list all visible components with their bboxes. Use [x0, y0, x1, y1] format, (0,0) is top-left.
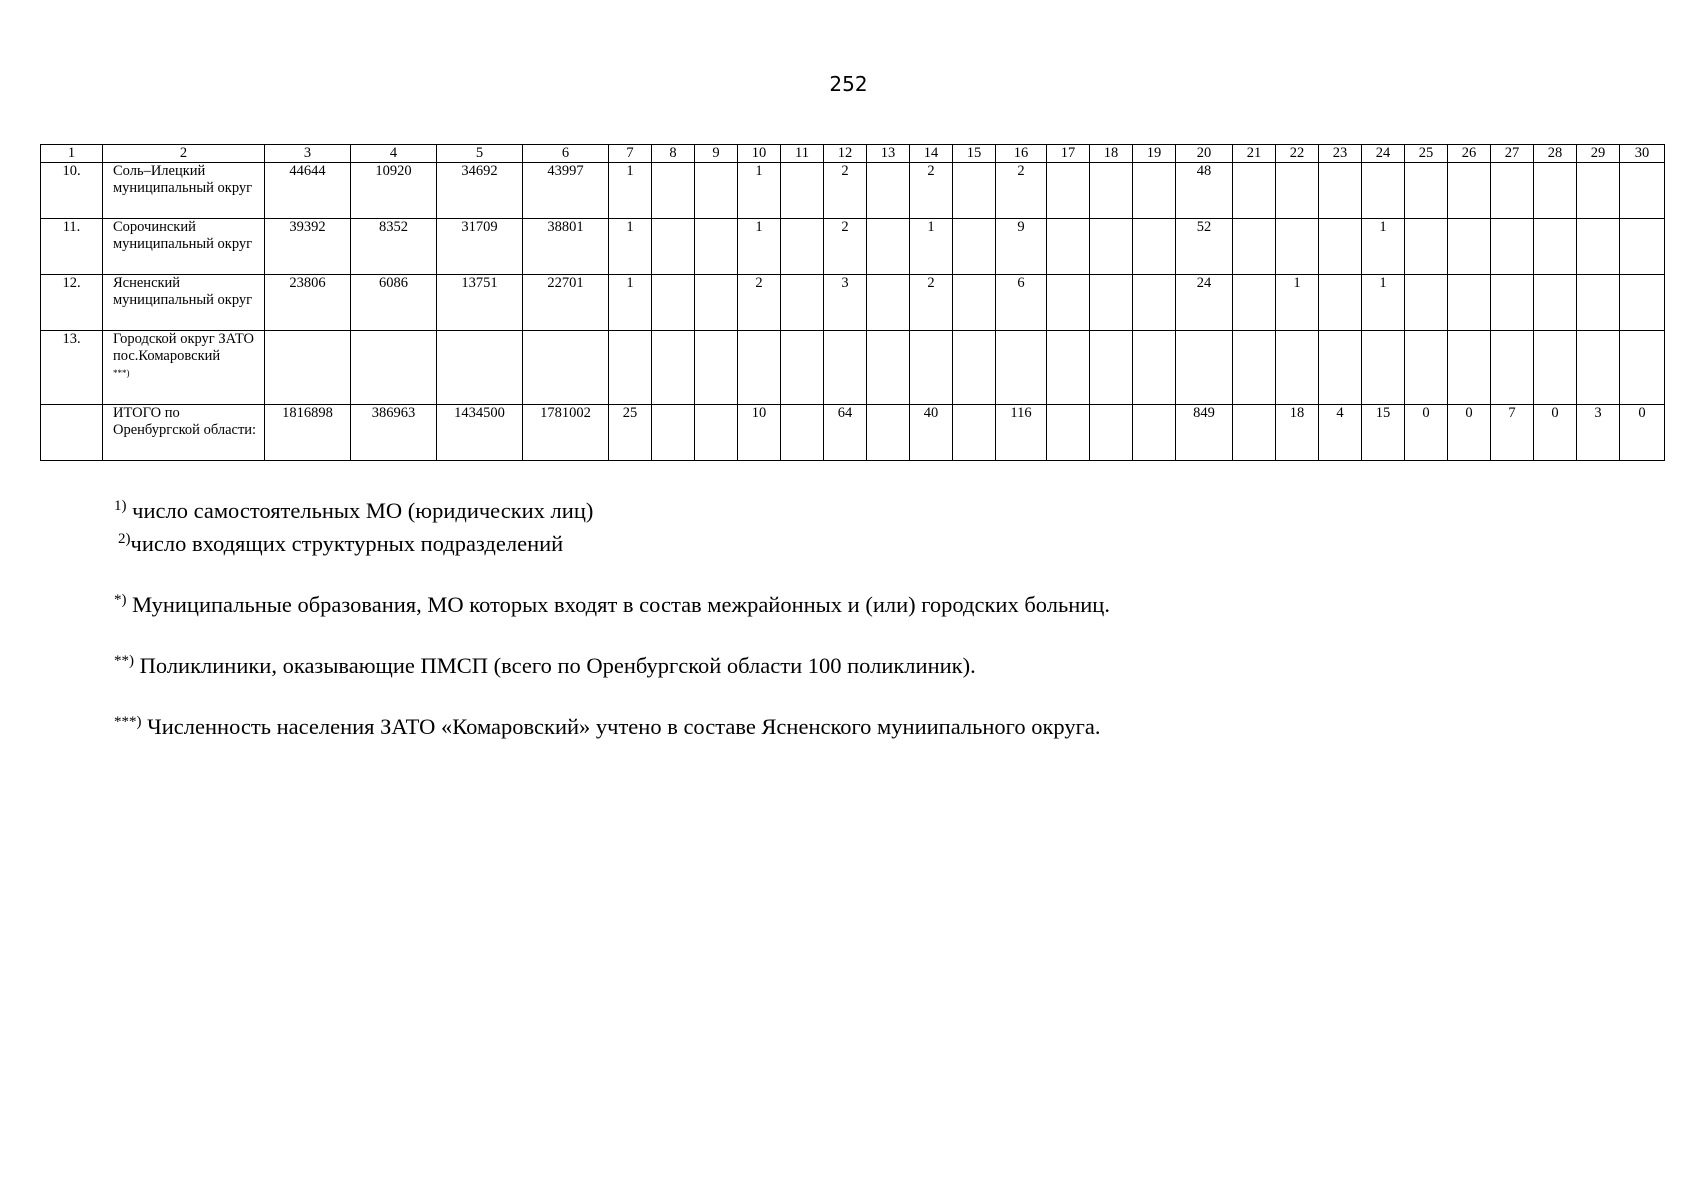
- table-cell: [1491, 163, 1534, 219]
- table-cell: [1534, 331, 1577, 405]
- footnote-mark: 1): [114, 498, 127, 514]
- table-cell: [1233, 275, 1276, 331]
- table-cell: [1405, 331, 1448, 405]
- table-cell: 13751: [437, 275, 523, 331]
- table-cell: 2: [738, 275, 781, 331]
- table-cell: 9: [996, 219, 1047, 275]
- footnote-text: Поликлиники, оказывающие ПМСП (всего по Оренбургской области 100 поликлиник).: [134, 653, 976, 678]
- table-cell: [437, 331, 523, 405]
- column-header: 20: [1176, 145, 1233, 163]
- column-header: 15: [953, 145, 996, 163]
- table-cell: [1405, 163, 1448, 219]
- table-cell: [1276, 331, 1319, 405]
- table-cell: [781, 331, 824, 405]
- column-header: 7: [609, 145, 652, 163]
- column-header: 17: [1047, 145, 1090, 163]
- municipality-name-cell: Ясненский муниципальный округ: [103, 275, 265, 331]
- table-cell: [1047, 331, 1090, 405]
- table-cell: [1405, 275, 1448, 331]
- table-cell: 1: [609, 219, 652, 275]
- table-cell: 39392: [265, 219, 351, 275]
- table-cell: [1133, 331, 1176, 405]
- table-cell: 48: [1176, 163, 1233, 219]
- table-cell: 1: [1362, 275, 1405, 331]
- footnote-mark: 2): [118, 531, 131, 547]
- table-cell: [1233, 405, 1276, 461]
- table-cell: [824, 331, 867, 405]
- table-cell: [1133, 219, 1176, 275]
- table-cell: [867, 331, 910, 405]
- table-cell: [781, 219, 824, 275]
- table-cell: [1577, 331, 1620, 405]
- data-table: [40, 144, 1665, 461]
- table-cell: [781, 163, 824, 219]
- table-cell: [1620, 163, 1665, 219]
- column-header: 28: [1534, 145, 1577, 163]
- table-cell: 52: [1176, 219, 1233, 275]
- footnote: [114, 647, 1110, 680]
- table-cell: 7: [1491, 405, 1534, 461]
- table-cell: [652, 163, 695, 219]
- table-cell: [1362, 331, 1405, 405]
- table-cell: [1448, 163, 1491, 219]
- column-header: 26: [1448, 145, 1491, 163]
- table-cell: [695, 405, 738, 461]
- table-cell: 10: [738, 405, 781, 461]
- footnote: [114, 708, 1110, 741]
- table-cell: [953, 219, 996, 275]
- header-row: [41, 145, 1665, 163]
- table-cell: 2: [910, 163, 953, 219]
- table-cell: 0: [1534, 405, 1577, 461]
- table-cell: [996, 331, 1047, 405]
- table-cell: [1491, 275, 1534, 331]
- municipality-name: Городской округ ЗАТО пос.Комаровский: [113, 331, 254, 364]
- footnote-text: число самостоятельных МО (юридических лиц): [126, 498, 594, 523]
- table-cell: 43997: [523, 163, 609, 219]
- table-cell: 6086: [351, 275, 437, 331]
- table-cell: [1491, 219, 1534, 275]
- table-cell: [1577, 163, 1620, 219]
- table-cell: [1090, 219, 1133, 275]
- table-cell: 1781002: [523, 405, 609, 461]
- table-cell: [953, 163, 996, 219]
- table-cell: [1448, 219, 1491, 275]
- municipality-name-cell: [103, 331, 265, 405]
- table-cell: [1448, 275, 1491, 331]
- table-cell: [652, 219, 695, 275]
- table-cell: [781, 275, 824, 331]
- table-cell: 1: [738, 219, 781, 275]
- column-header: 2: [103, 145, 265, 163]
- municipality-name-cell: Сорочинский муниципальный округ: [103, 219, 265, 275]
- table-cell: [867, 219, 910, 275]
- column-header: 1: [41, 145, 103, 163]
- table-cell: [1090, 405, 1133, 461]
- table-cell: [1090, 331, 1133, 405]
- table-cell: [695, 275, 738, 331]
- table-cell: 0: [1448, 405, 1491, 461]
- table-cell: 2: [910, 275, 953, 331]
- table-cell: 10920: [351, 163, 437, 219]
- municipality-name-cell: Соль–Илецкий муниципальный округ: [103, 163, 265, 219]
- table-cell: [1448, 331, 1491, 405]
- table-cell: [652, 331, 695, 405]
- table-cell: [1319, 219, 1362, 275]
- column-header: 5: [437, 145, 523, 163]
- table-cell: 1: [1362, 219, 1405, 275]
- table-cell: [1133, 275, 1176, 331]
- table-cell: [1233, 163, 1276, 219]
- column-header: 25: [1405, 145, 1448, 163]
- column-header: 8: [652, 145, 695, 163]
- column-header: 19: [1133, 145, 1176, 163]
- table-cell: 34692: [437, 163, 523, 219]
- table-cell: [652, 405, 695, 461]
- table-cell: [1362, 163, 1405, 219]
- column-header: 21: [1233, 145, 1276, 163]
- table-row: [41, 163, 1665, 219]
- footnote-text: Муниципальные образования, МО которых входят в состав межрайонных и (или) городских больниц.: [126, 592, 1110, 617]
- table-row: [41, 219, 1665, 275]
- table-cell: [953, 331, 996, 405]
- table-cell: [1319, 275, 1362, 331]
- table-cell: [265, 331, 351, 405]
- table-cell: 6: [996, 275, 1047, 331]
- table-cell: 31709: [437, 219, 523, 275]
- table-cell: [609, 331, 652, 405]
- table-cell: [1133, 163, 1176, 219]
- table-cell: [1047, 405, 1090, 461]
- table-cell: [1405, 219, 1448, 275]
- table-cell: 4: [1319, 405, 1362, 461]
- table-cell: 2: [996, 163, 1047, 219]
- row-number-cell: 13.: [41, 331, 103, 405]
- table-cell: 1816898: [265, 405, 351, 461]
- table-cell: 1: [609, 275, 652, 331]
- table-cell: [1620, 275, 1665, 331]
- table-cell: [910, 331, 953, 405]
- table-cell: 849: [1176, 405, 1233, 461]
- table-cell: [1491, 331, 1534, 405]
- table-cell: [867, 275, 910, 331]
- table-cell: 1434500: [437, 405, 523, 461]
- table-cell: [1620, 331, 1665, 405]
- total-row: [41, 405, 1665, 461]
- table-cell: [652, 275, 695, 331]
- table-cell: [1176, 331, 1233, 405]
- column-header: 11: [781, 145, 824, 163]
- column-header: 13: [867, 145, 910, 163]
- table-cell: 1: [609, 163, 652, 219]
- table-cell: [1133, 405, 1176, 461]
- table-cell: 15: [1362, 405, 1405, 461]
- page-number: 252: [829, 72, 868, 96]
- table-cell: 64: [824, 405, 867, 461]
- row-number-cell: [41, 405, 103, 461]
- column-header: 4: [351, 145, 437, 163]
- table-cell: [1534, 219, 1577, 275]
- footnote: [118, 525, 1110, 558]
- table-cell: 0: [1620, 405, 1665, 461]
- table-cell: [953, 405, 996, 461]
- column-header: 16: [996, 145, 1047, 163]
- table-cell: [1620, 219, 1665, 275]
- table-cell: [953, 275, 996, 331]
- column-header: 24: [1362, 145, 1405, 163]
- footnotes: [114, 492, 1110, 741]
- footnote-text: Численность населения ЗАТО «Комаровский» учтено в составе Ясненского муниипального округа.: [141, 714, 1101, 739]
- table-cell: 3: [824, 275, 867, 331]
- table-cell: [351, 331, 437, 405]
- table-cell: [867, 405, 910, 461]
- table-cell: 1: [1276, 275, 1319, 331]
- column-header: 23: [1319, 145, 1362, 163]
- table-cell: [1534, 163, 1577, 219]
- table-cell: 2: [824, 163, 867, 219]
- table-cell: [695, 163, 738, 219]
- table-cell: [1047, 219, 1090, 275]
- row-number-cell: 11.: [41, 219, 103, 275]
- table-cell: 23806: [265, 275, 351, 331]
- column-header: 29: [1577, 145, 1620, 163]
- column-header: 18: [1090, 145, 1133, 163]
- table-cell: 116: [996, 405, 1047, 461]
- footnote-mark: ***): [114, 714, 142, 730]
- table-cell: [1534, 275, 1577, 331]
- column-header: 9: [695, 145, 738, 163]
- table-cell: [1276, 219, 1319, 275]
- table-cell: 2: [824, 219, 867, 275]
- footnote: [114, 492, 1110, 525]
- column-header: 14: [910, 145, 953, 163]
- table-cell: 40: [910, 405, 953, 461]
- table-cell: [1276, 163, 1319, 219]
- table-cell: [1319, 163, 1362, 219]
- table-cell: [695, 331, 738, 405]
- footnote-ref: ***): [113, 368, 130, 378]
- table-cell: [1577, 275, 1620, 331]
- table-cell: [523, 331, 609, 405]
- table-cell: [1090, 163, 1133, 219]
- column-header: 6: [523, 145, 609, 163]
- table-cell: 25: [609, 405, 652, 461]
- column-header: 12: [824, 145, 867, 163]
- table-cell: 38801: [523, 219, 609, 275]
- table-cell: 386963: [351, 405, 437, 461]
- table-cell: 0: [1405, 405, 1448, 461]
- table-cell: [1319, 331, 1362, 405]
- footnote: [114, 586, 1110, 619]
- table-cell: 1: [910, 219, 953, 275]
- table-cell: [1090, 275, 1133, 331]
- table-cell: [1233, 219, 1276, 275]
- table-cell: [867, 163, 910, 219]
- column-header: 3: [265, 145, 351, 163]
- row-number-cell: 10.: [41, 163, 103, 219]
- column-header: 27: [1491, 145, 1534, 163]
- table-row: [41, 275, 1665, 331]
- column-header: 10: [738, 145, 781, 163]
- footnote-mark: **): [114, 653, 134, 669]
- table-cell: 1: [738, 163, 781, 219]
- table-cell: [1577, 219, 1620, 275]
- table-cell: 18: [1276, 405, 1319, 461]
- total-label-cell: ИТОГО по Оренбургской области:: [103, 405, 265, 461]
- table-cell: [1047, 163, 1090, 219]
- column-header: 30: [1620, 145, 1665, 163]
- table-cell: 8352: [351, 219, 437, 275]
- table-cell: [1233, 331, 1276, 405]
- column-header: 22: [1276, 145, 1319, 163]
- row-number-cell: 12.: [41, 275, 103, 331]
- table-cell: 24: [1176, 275, 1233, 331]
- table-cell: [781, 405, 824, 461]
- footnote-text: число входящих структурных подразделений: [130, 531, 564, 556]
- table-cell: [695, 219, 738, 275]
- table-cell: 44644: [265, 163, 351, 219]
- table-cell: 3: [1577, 405, 1620, 461]
- table-cell: [1047, 275, 1090, 331]
- table-cell: 22701: [523, 275, 609, 331]
- table-row: [41, 331, 1665, 405]
- table-cell: [738, 331, 781, 405]
- footnote-mark: *): [114, 592, 127, 608]
